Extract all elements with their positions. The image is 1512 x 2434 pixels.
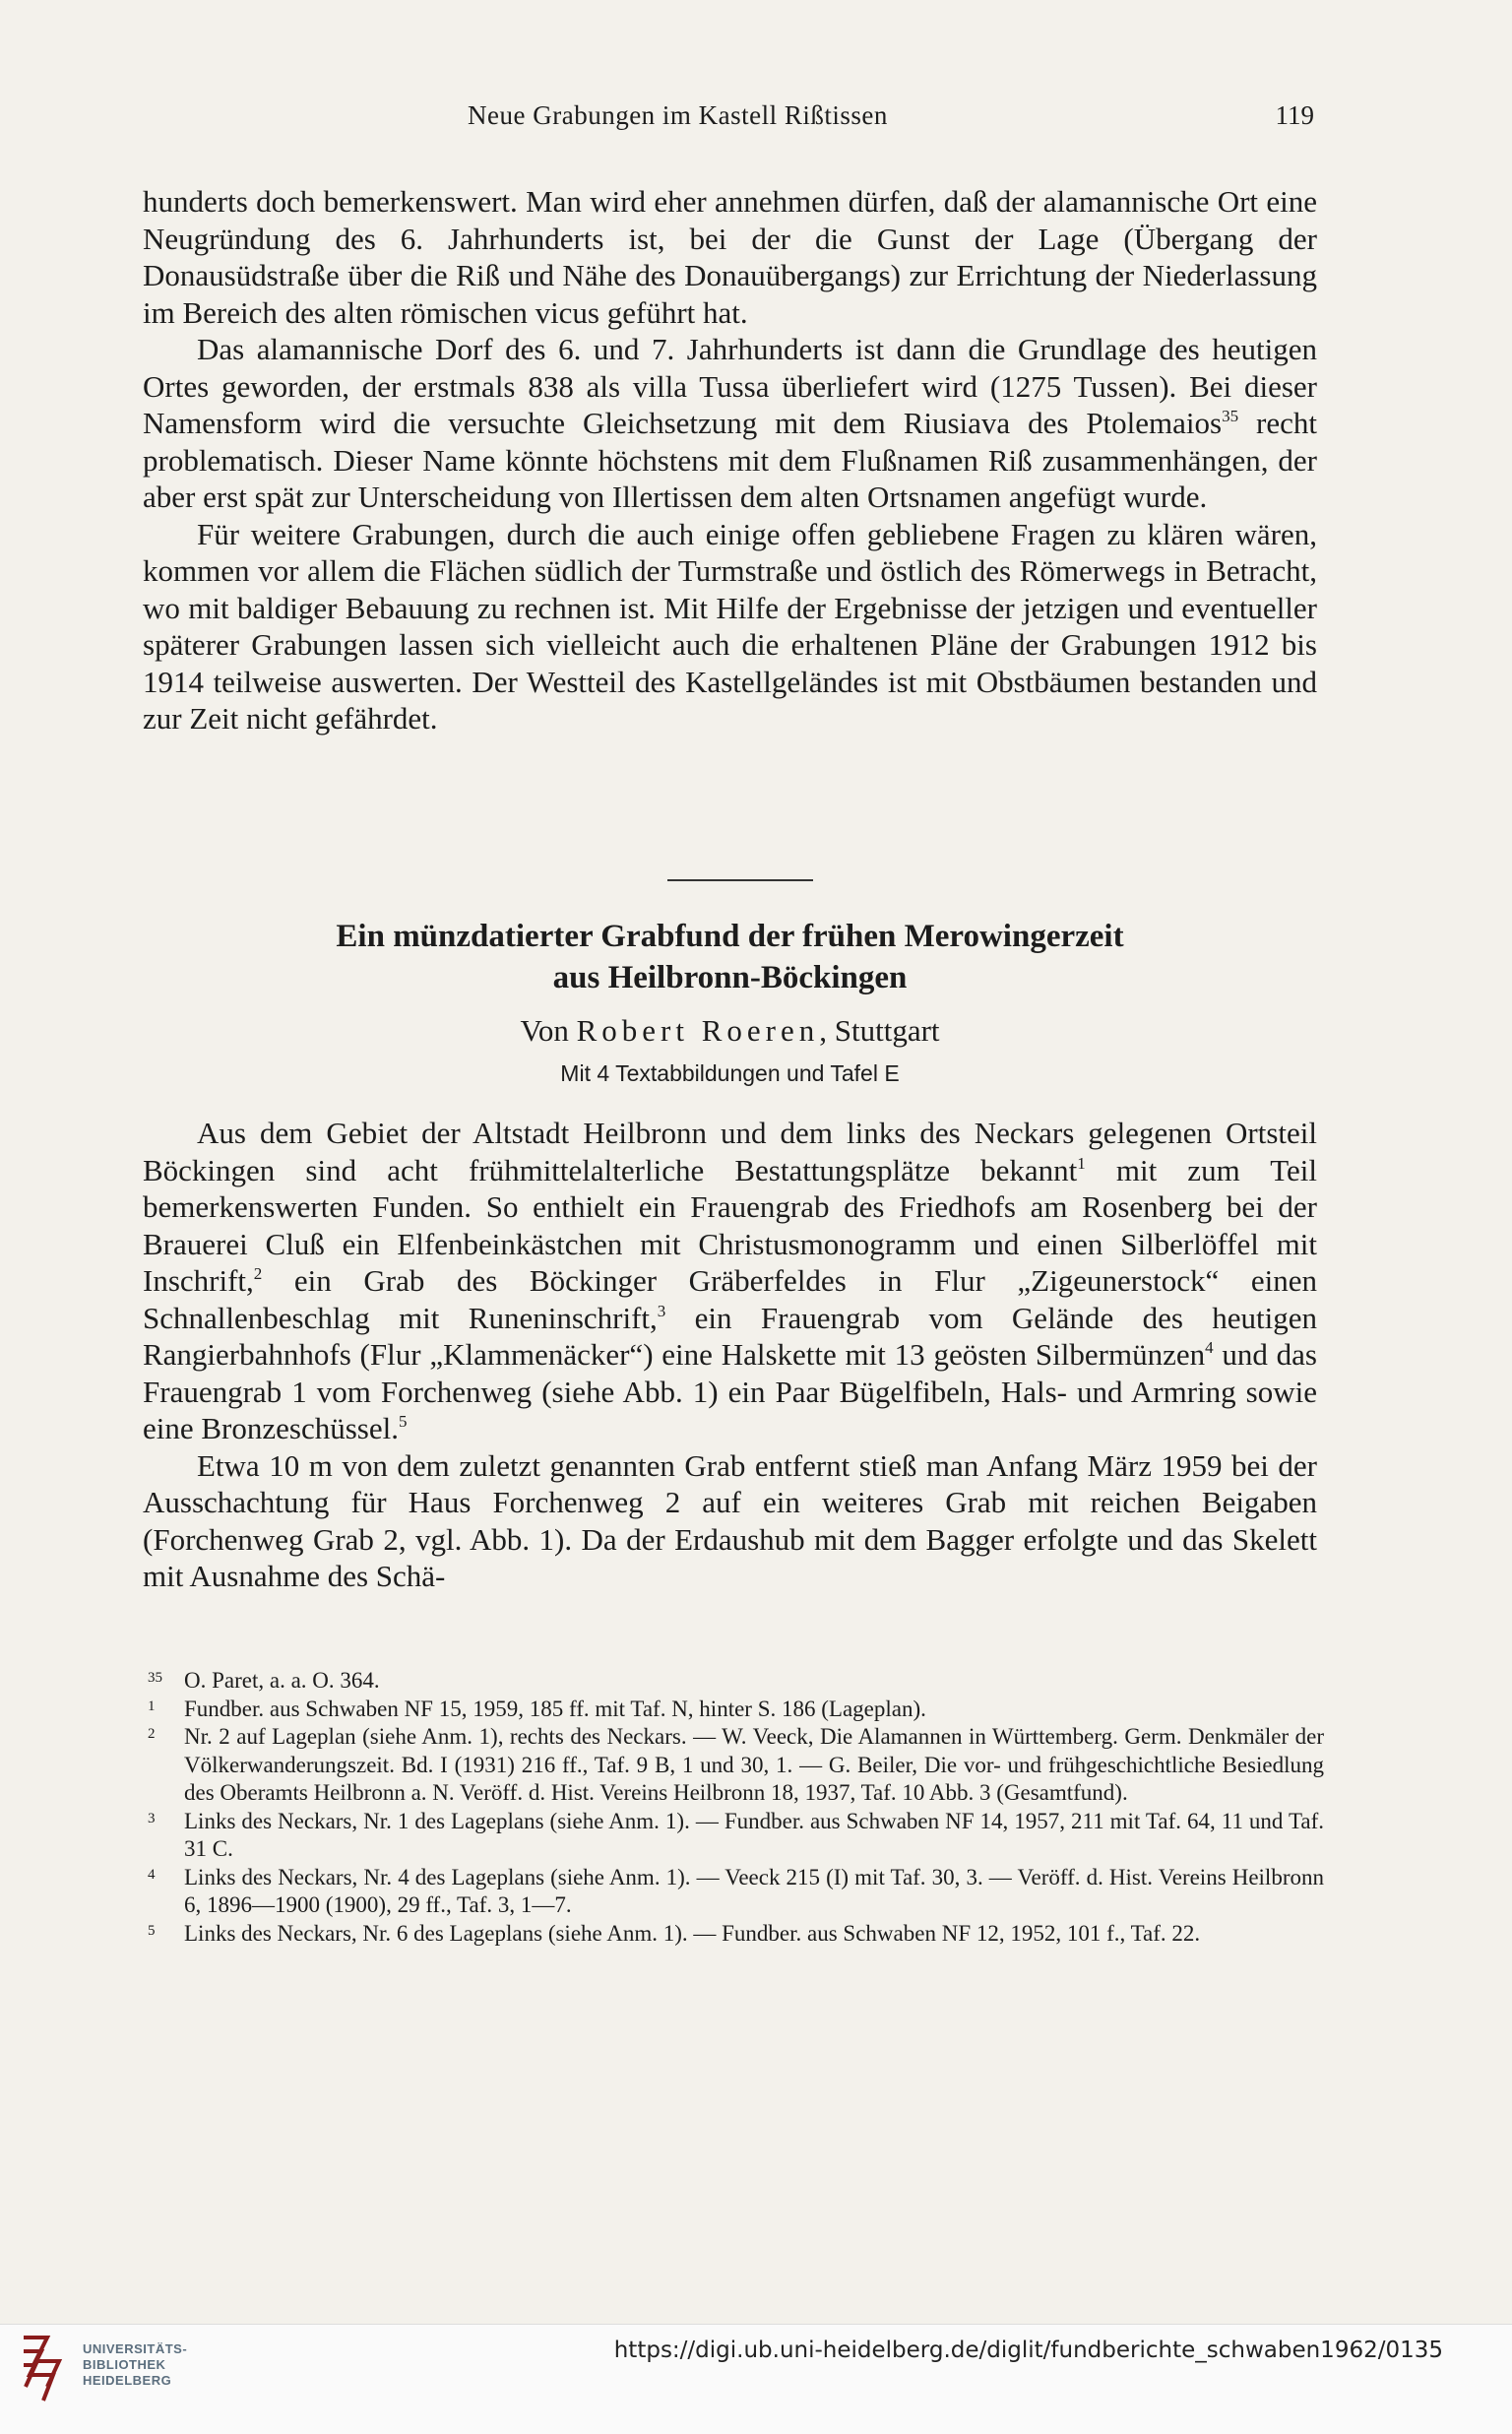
- byline-location: , Stuttgart: [819, 1013, 940, 1048]
- paragraph-text: und das Frauengrab 1 vom Forchenweg (siehe Abb. 1) ein Paar Bügelfibeln, Hals- und Armring sowie eine Bronzeschüssel.: [143, 1337, 1317, 1445]
- paragraph: [143, 1115, 1317, 1447]
- footnote-text: Links des Neckars, Nr. 4 des Lageplans (siehe Anm. 1). — Veeck 215 (I) mit Taf. 30, 3. — Veröff. d. Hist. Vereins Heilbronn 6, 1896—1900 (1900), 29 ff., Taf. 3, 1—7.: [184, 1864, 1324, 1917]
- running-title: Neue Grabungen im Kastell Rißtissen: [468, 100, 888, 130]
- footnote-text: Fundber. aus Schwaben NF 15, 1959, 185 ff. mit Taf. N, hinter S. 186 (Lageplan).: [184, 1696, 926, 1721]
- paragraph: Etwa 10 m von dem zuletzt genannten Grab entfernt stieß man Anfang März 1959 bei der Ausschachtung für Haus Forchenweg 2 auf ein weiteres Grab mit reichen Beigaben (Forchenweg Grab 2, vgl. Abb. 1). Da der Erdaushub mit dem Bagger erfolgte und das Skelett mit Ausnahme des Schä-: [143, 1447, 1317, 1593]
- paragraph: [143, 331, 1317, 516]
- footnote-ref: 2: [253, 1264, 263, 1284]
- paragraph: Für weitere Grabungen, durch die auch einige offen gebliebene Fragen zu klären wären, kommen vor allem die Flächen südlich der Turmstraße und östlich des Römerwegs in Betracht, wo mit baldiger Bebauung zu rechnen ist. Mit Hilfe der Ergebnisse der jetzigen und eventueller späterer Grabungen lassen sich vielleicht auch die erhaltenen Pläne der Grabungen 1912 bis 1914 teilweise auswerten. Der Westteil des Kastellgeländes ist mit Obstbäumen bestanden und zur Zeit nicht gefährdet.: [143, 516, 1317, 736]
- paragraph-text: Aus dem Gebiet der Altstadt Heilbronn und dem links des Neckars gelegenen Ortsteil Böckingen sind acht frühmittelalterliche Bestattungsplätze bekannt: [143, 1116, 1317, 1187]
- paragraph-text: Das alamannische Dorf des 6. und 7. Jahrhunderts ist dann die Grundlage des heutigen Ortes geworden, der erstmals 838 als villa Tussa überliefert wird (1275 Tussen). Bei dieser Namensform wird die versuchte Gleichsetzung mit dem Riusiava des Ptolemaios: [143, 332, 1317, 440]
- footnote-mark: 35: [148, 1670, 162, 1686]
- footnote-ref: 5: [398, 1412, 408, 1432]
- footnote-ref: 4: [1205, 1338, 1214, 1358]
- page-number: 119: [1275, 100, 1314, 130]
- footnote-ref: 3: [657, 1301, 666, 1320]
- paragraph-text: mit zum Teil bemerkenswerten Funden. So enthielt ein Frauengrab des Friedhofs am Rosenberg bei der Brauerei Cluß ein Elfenbeinkästchen mit Christusmonogramm und einen Silberlöffel mit Inschrift,: [143, 1152, 1317, 1298]
- footnote-ref: 35: [1222, 407, 1239, 426]
- library-name-line: HEIDELBERG: [83, 2373, 172, 2388]
- library-name: [83, 2341, 187, 2389]
- source-url-link[interactable]: https://digi.ub.uni-heidelberg.de/diglit/fundberichte_schwaben1962/0135: [613, 2338, 1443, 2363]
- footnote-mark: 4: [148, 1866, 156, 1883]
- footnote-text: Nr. 2 auf Lageplan (siehe Anm. 1), rechts des Neckars. — W. Veeck, Die Alamannen in Württemberg. Germ. Denkmäler der Völkerwanderungszeit. Bd. I (1931) 216 ff., Taf. 9 B, 1 und 30, 1. — G. Beiler, Die vor- und frühgeschichtliche Besiedlung des Oberamts Heilbronn a. N. Veröff. d. Hist. Vereins Heilbronn 18, 1937, Taf. 10 Abb. 3 (Gesamtfund).: [184, 1724, 1324, 1805]
- footnote: [143, 1920, 1324, 1949]
- footnotes: [143, 1667, 1324, 1948]
- footnote: [143, 1864, 1324, 1920]
- article-title-line: aus Heilbronn-Böckingen: [552, 960, 908, 995]
- author-name: Robert Roeren: [576, 1013, 820, 1048]
- article-title: [143, 916, 1317, 998]
- article-title-line: Ein münzdatierter Grabfund der frühen Merowingerzeit: [336, 919, 1124, 954]
- text-block-continuation: [143, 183, 1317, 737]
- article-body: [143, 1115, 1317, 1595]
- footnote: [143, 1667, 1324, 1696]
- footnote-text: Links des Neckars, Nr. 1 des Lageplans (siehe Anm. 1). — Fundber. aus Schwaben NF 14, 1957, 211 mit Taf. 64, 11 und Taf. 31 C.: [184, 1808, 1324, 1861]
- footnote-mark: 2: [148, 1726, 156, 1742]
- library-name-line: UNIVERSITÄTS-: [83, 2341, 188, 2356]
- footnote-text: Links des Neckars, Nr. 6 des Lageplans (siehe Anm. 1). — Fundber. aus Schwaben NF 12, 1952, 101 f., Taf. 22.: [184, 1920, 1201, 1946]
- footnote-mark: 1: [148, 1697, 156, 1714]
- footnote-text: O. Paret, a. a. O. 364.: [184, 1668, 380, 1693]
- footnote-ref: 1: [1077, 1153, 1086, 1173]
- footnote: [143, 1723, 1324, 1808]
- footnote: [143, 1696, 1324, 1724]
- byline: [143, 1012, 1317, 1050]
- byline-prefix: Von: [520, 1013, 569, 1048]
- figures-note: Mit 4 Textabbildungen und Tafel E: [560, 1060, 900, 1086]
- paragraph-text: recht problematisch. Dieser Name könnte höchstens mit dem Flußnamen Riß zusammenhängen, der aber erst spät zur Unterscheidung von Illertissen dem alten Ortsnamen angefügt wurde.: [143, 406, 1317, 514]
- paragraph: hunderts doch bemerkenswert. Man wird eher annehmen dürfen, daß der alamannische Ort eine Neugründung des 6. Jahrhunderts ist, bei der die Gunst der Lage (Übergang der Donausüdstraße über die Riß und Nähe des Donauübergangs) zur Errichtung der Niederlassung im Bereich des alten römischen vicus geführt hat.: [143, 184, 1317, 330]
- footnote-mark: 3: [148, 1810, 156, 1826]
- paragraph-text: ein Frauengrab vom Gelände des heutigen Rangierbahnhofs (Flur „Klammenäcker“) eine Halskette mit 13 geösten Silbermünzen: [143, 1300, 1318, 1372]
- paragraph-text: ein Grab des Böckinger Gräberfeldes in Flur „Zigeunerstock“ einen Schnallenbeschlag mit Runeninschrift,: [143, 1263, 1317, 1335]
- library-name-line: BIBLIOTHEK: [83, 2357, 166, 2372]
- ub-heidelberg-logo-icon: [18, 2332, 69, 2410]
- footnote: [143, 1808, 1324, 1864]
- footnote-mark: 5: [148, 1922, 156, 1939]
- section-divider: [667, 879, 813, 881]
